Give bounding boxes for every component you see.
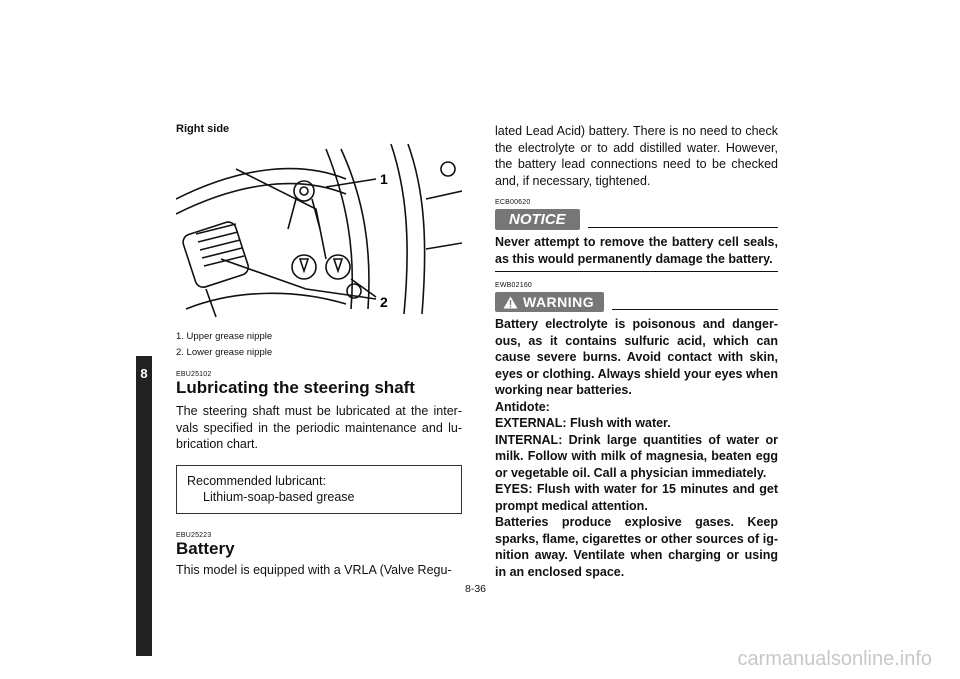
steering-shaft-illustration bbox=[176, 139, 462, 319]
warning-rule bbox=[612, 309, 778, 310]
page-number: 8-36 bbox=[465, 583, 487, 595]
steering-body: The steering shaft must be lubricated at the inter-vals specified in the periodic maintenance and lu-brication chart. bbox=[176, 404, 462, 451]
section-title-steering: Lubricating the steering shaft bbox=[176, 378, 415, 397]
notice-text: Never attempt to remove the battery cell seals, as this would permanently damage the battery. bbox=[495, 235, 778, 266]
right-column bbox=[495, 123, 778, 580]
chapter-tab: 8 bbox=[136, 356, 152, 656]
lubricant-box bbox=[176, 465, 462, 514]
steering-shaft-drawing bbox=[176, 139, 462, 319]
callout-2: 2 bbox=[380, 294, 388, 310]
notice-label: NOTICE bbox=[495, 209, 580, 230]
notice-end-rule bbox=[495, 271, 778, 272]
callout-1: 1 bbox=[380, 171, 388, 187]
section-title-battery: Battery bbox=[176, 538, 235, 558]
antidote-heading: Antidote: bbox=[495, 399, 550, 414]
legend-item: 2. Lower grease nipple bbox=[176, 347, 273, 358]
antidote-eyes: EYES: Flush with water for 15 minutes and get prompt medical attention. bbox=[495, 482, 778, 513]
warning-code: EWB02160 bbox=[495, 282, 533, 289]
warning-text: Battery electrolyte is poisonous and danger-ous, as it contains sulfuric acid, which can cause severe burns. Avoid contact with skin, eyes or clothing. Always shield your eyes when working near batteries. bbox=[495, 317, 778, 397]
figure-caption: Right side bbox=[176, 123, 230, 135]
notice-header bbox=[495, 209, 778, 230]
warning-badge bbox=[495, 292, 604, 312]
explosive-gases-warning: Batteries produce explosive gases. Keep sparks, flame, cigarettes or other sources of ig-nition away. Ventilate when charging or using in an enclosed space. bbox=[495, 515, 778, 579]
section-code: EBU25223 bbox=[176, 531, 212, 539]
lubricant-label: Recommended lubricant: bbox=[187, 473, 326, 488]
warning-triangle-icon bbox=[503, 296, 518, 309]
figure-legend bbox=[176, 329, 462, 361]
left-column bbox=[176, 123, 462, 578]
legend-item: 1. Upper grease nipple bbox=[176, 331, 273, 342]
notice-rule bbox=[588, 227, 778, 228]
watermark: carmanualsonline.info bbox=[737, 648, 932, 670]
antidote-internal: INTERNAL: Drink large quantities of water or milk. Follow with milk of magnesia, beaten egg or vegetable oil. Call a physician immediately. bbox=[495, 432, 778, 480]
warning-label: WARNING bbox=[523, 294, 595, 310]
battery-body-continued: lated Lead Acid) battery. There is no need to check the electrolyte or to add distilled water. However, the battery lead connections need to be checked and, if necessary, tightened. bbox=[495, 124, 778, 188]
lubricant-value: Lithium-soap-based grease bbox=[203, 489, 355, 504]
warning-header bbox=[495, 292, 778, 312]
notice-code: ECB00620 bbox=[495, 199, 531, 206]
antidote-external: EXTERNAL: Flush with water. bbox=[495, 416, 671, 430]
battery-body-start: This model is equipped with a VRLA (Valve Regu- bbox=[176, 562, 452, 577]
section-code: EBU25102 bbox=[176, 371, 212, 378]
